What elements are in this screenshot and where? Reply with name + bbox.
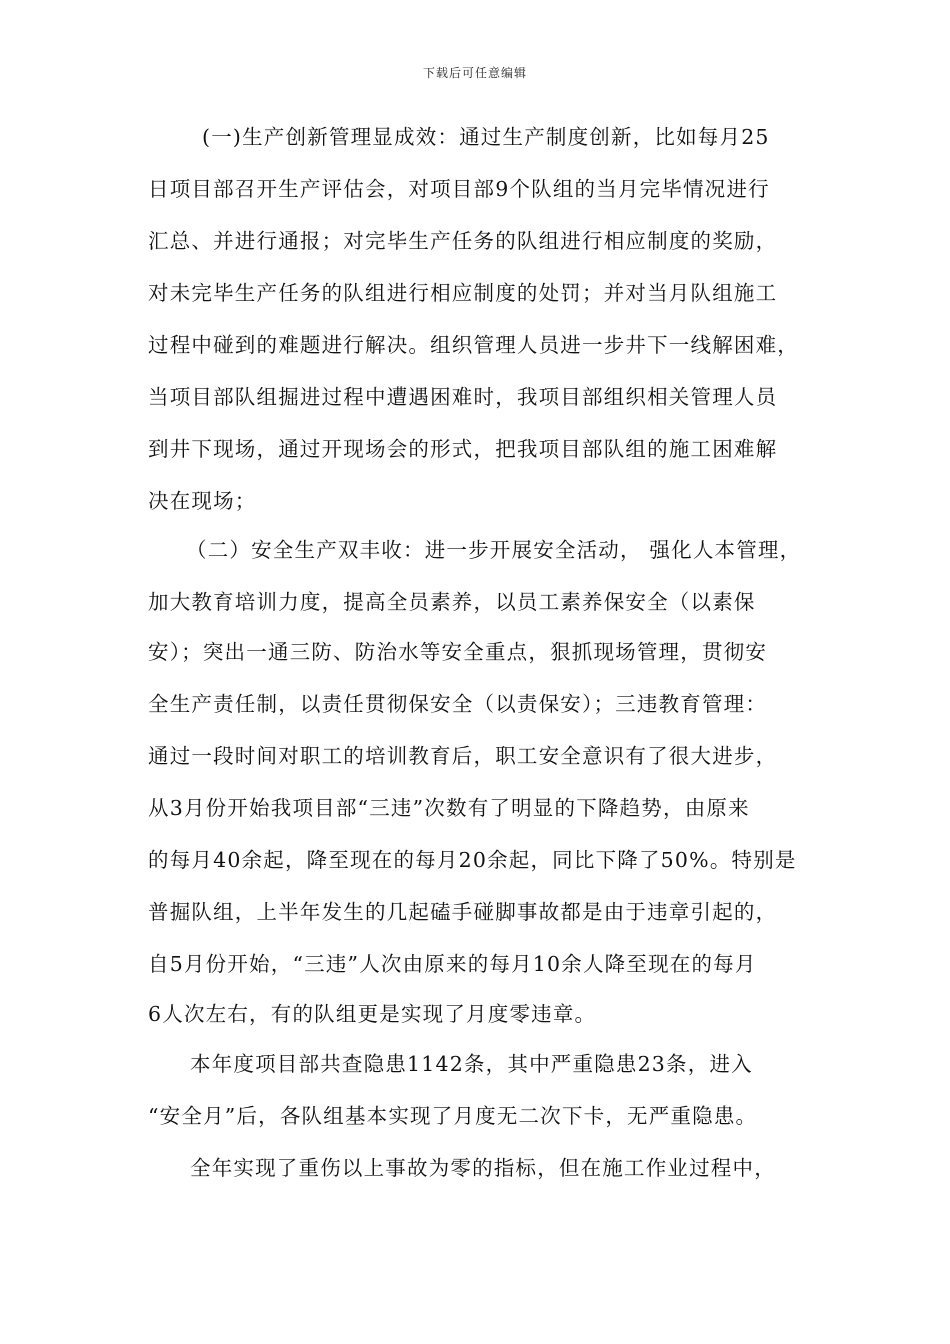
- text-line: 普掘队组，上半年发生的几起磕手碰脚事故都是由于违章引起的，: [148, 900, 778, 924]
- text-line: 汇总、并进行通报；对完毕生产任务的队组进行相应制度的奖励，: [148, 229, 778, 253]
- text-line: 的每月40余起，降至现在的每月20余起，同比下降了50%。特别是: [148, 848, 797, 872]
- text-line: 日项目部召开生产评估会，对项目部9个队组的当月完毕情况进行: [148, 177, 770, 201]
- text-line: 自5月份开始，“三违”人次由原来的每月10余人降至现在的每月: [148, 952, 757, 976]
- text-line: 全生产责任制，以责任贯彻保安全（以责保安）；三违教育管理：: [148, 692, 768, 716]
- page-header: 下载后可任意编辑: [422, 66, 527, 80]
- text-line: “安全月”后，各队组基本实现了月度无二次下卡，无严重隐患。: [148, 1104, 758, 1128]
- text-line: （二）安全生产双丰收：进一步开展安全活动， 强化人本管理，: [186, 538, 802, 562]
- text-line: 加大教育培训力度，提高全员素养，以员工素养保安全（以素保: [148, 590, 756, 614]
- text-line: 从3月份开始我项目部“三违”次数有了明显的下降趋势，由原来: [148, 796, 750, 820]
- text-line: 本年度项目部共查隐患1142条，其中严重隐患23条，进入: [190, 1052, 753, 1076]
- text-line: 过程中碰到的难题进行解决。组织管理人员进一步井下一线解困难，: [148, 333, 799, 357]
- text-line: 安）；突出一通三防、防治水等安全重点，狠抓现场管理，贯彻安: [148, 640, 768, 664]
- text-line: 6人次左右，有的队组更是实现了月度零违章。: [148, 1002, 597, 1026]
- text-line: 当项目部队组掘进过程中遭遇困难时，我项目部组织相关管理人员: [148, 385, 778, 409]
- text-line: 决在现场；: [148, 489, 257, 513]
- text-line: 到井下现场，通过开现场会的形式，把我项目部队组的施工困难解: [148, 437, 778, 461]
- text-line: 通过一段时间对职工的培训教育后，职工安全意识有了很大进步，: [148, 744, 778, 768]
- text-line: (一)生产创新管理显成效：通过生产制度创新，比如每月25: [202, 125, 770, 149]
- text-line: 对未完毕生产任务的队组进行相应制度的处罚；并对当月队组施工: [148, 281, 778, 305]
- text-line: 全年实现了重伤以上事故为零的指标，但在施工作业过程中，: [190, 1156, 776, 1180]
